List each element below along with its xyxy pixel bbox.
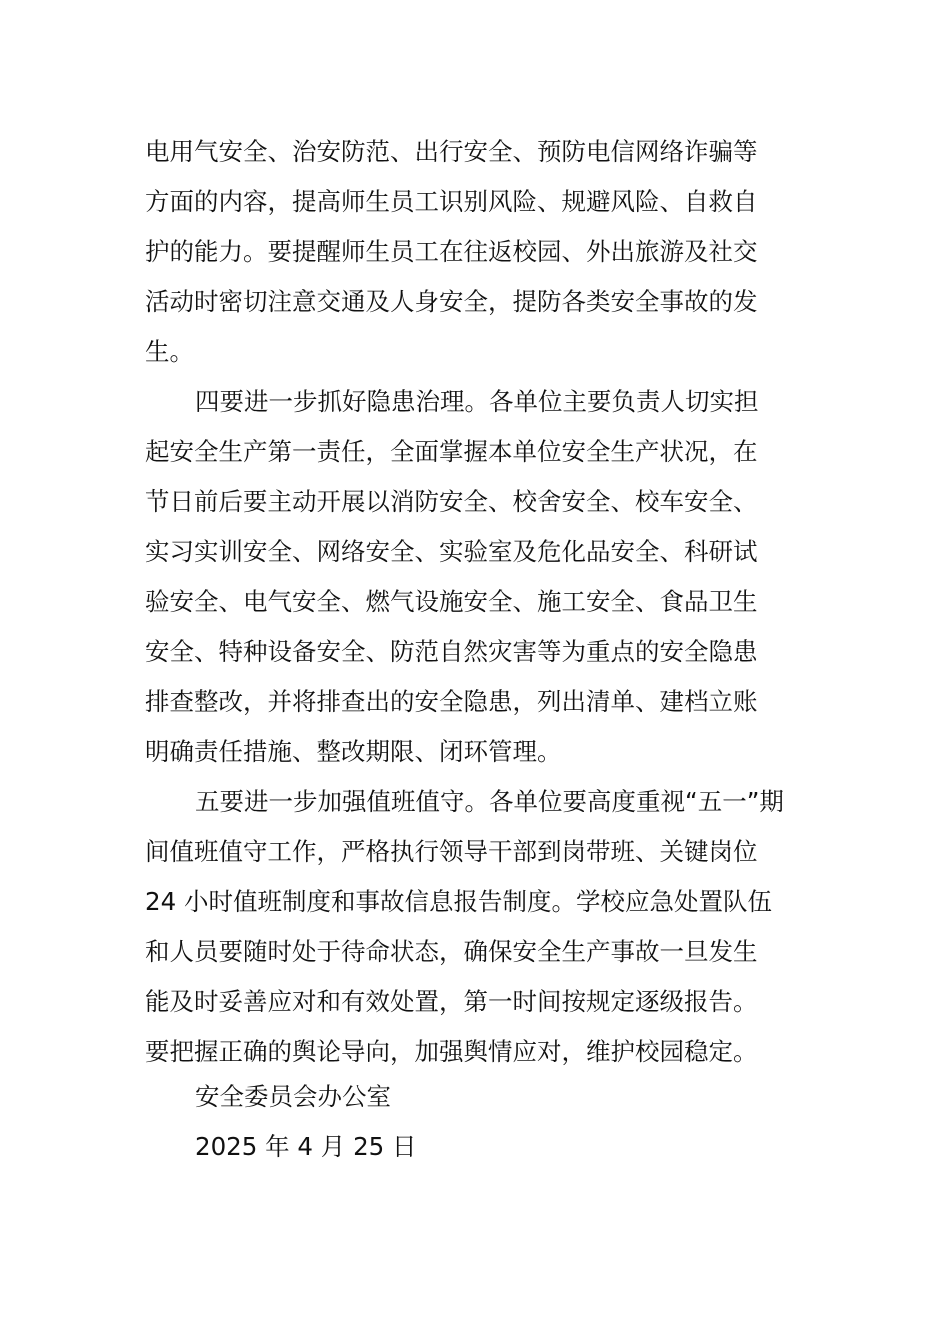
- signature-office: 安全委员会办公室: [195, 1082, 391, 1111]
- body-line: 能及时妥善应对和有效处置，第一时间按规定逐级报告。: [145, 987, 758, 1016]
- body-line: 24 小时值班制度和事故信息报告制度。学校应急处置队伍: [145, 887, 772, 916]
- signature-date: 2025 年 4 月 25 日: [195, 1132, 417, 1161]
- body-line: 活动时密切注意交通及人身安全，提防各类安全事故的发: [145, 287, 758, 316]
- paragraph-4-start: 四要进一步抓好隐患治理。各单位主要负责人切实担: [195, 387, 759, 416]
- body-line: 实习实训安全、网络安全、实验室及危化品安全、科研试: [145, 537, 758, 566]
- body-line: 明确责任措施、整改期限、闭环管理。: [145, 737, 562, 766]
- body-line: 护的能力。要提醒师生员工在往返校园、外出旅游及社交: [145, 237, 758, 266]
- document-body: [145, 127, 810, 1077]
- body-line: 要把握正确的舆论导向，加强舆情应对，维护校园稳定。: [145, 1037, 758, 1066]
- body-line: 和人员要随时处于待命状态，确保安全生产事故一旦发生: [145, 937, 758, 966]
- paragraph-5-start: 五要进一步加强值班值守。各单位要高度重视“五一”期: [195, 787, 784, 816]
- body-line: 方面的内容，提高师生员工识别风险、规避风险、自救自: [145, 187, 758, 216]
- body-line: 排查整改，并将排查出的安全隐患，列出清单、建档立账: [145, 687, 758, 716]
- body-line: 起安全生产第一责任，全面掌握本单位安全生产状况，在: [145, 437, 758, 466]
- body-line: 节日前后要主动开展以消防安全、校舍安全、校车安全、: [145, 487, 758, 516]
- body-line: 电用气安全、治安防范、出行安全、预防电信网络诈骗等: [145, 137, 758, 166]
- body-line: 安全、特种设备安全、防范自然灾害等为重点的安全隐患: [145, 637, 758, 666]
- body-line: 间值班值守工作，严格执行领导干部到岗带班、关键岗位: [145, 837, 758, 866]
- body-line: 验安全、电气安全、燃气设施安全、施工安全、食品卫生: [145, 587, 758, 616]
- signature-block: [195, 1072, 417, 1172]
- body-line: 生。: [145, 337, 194, 366]
